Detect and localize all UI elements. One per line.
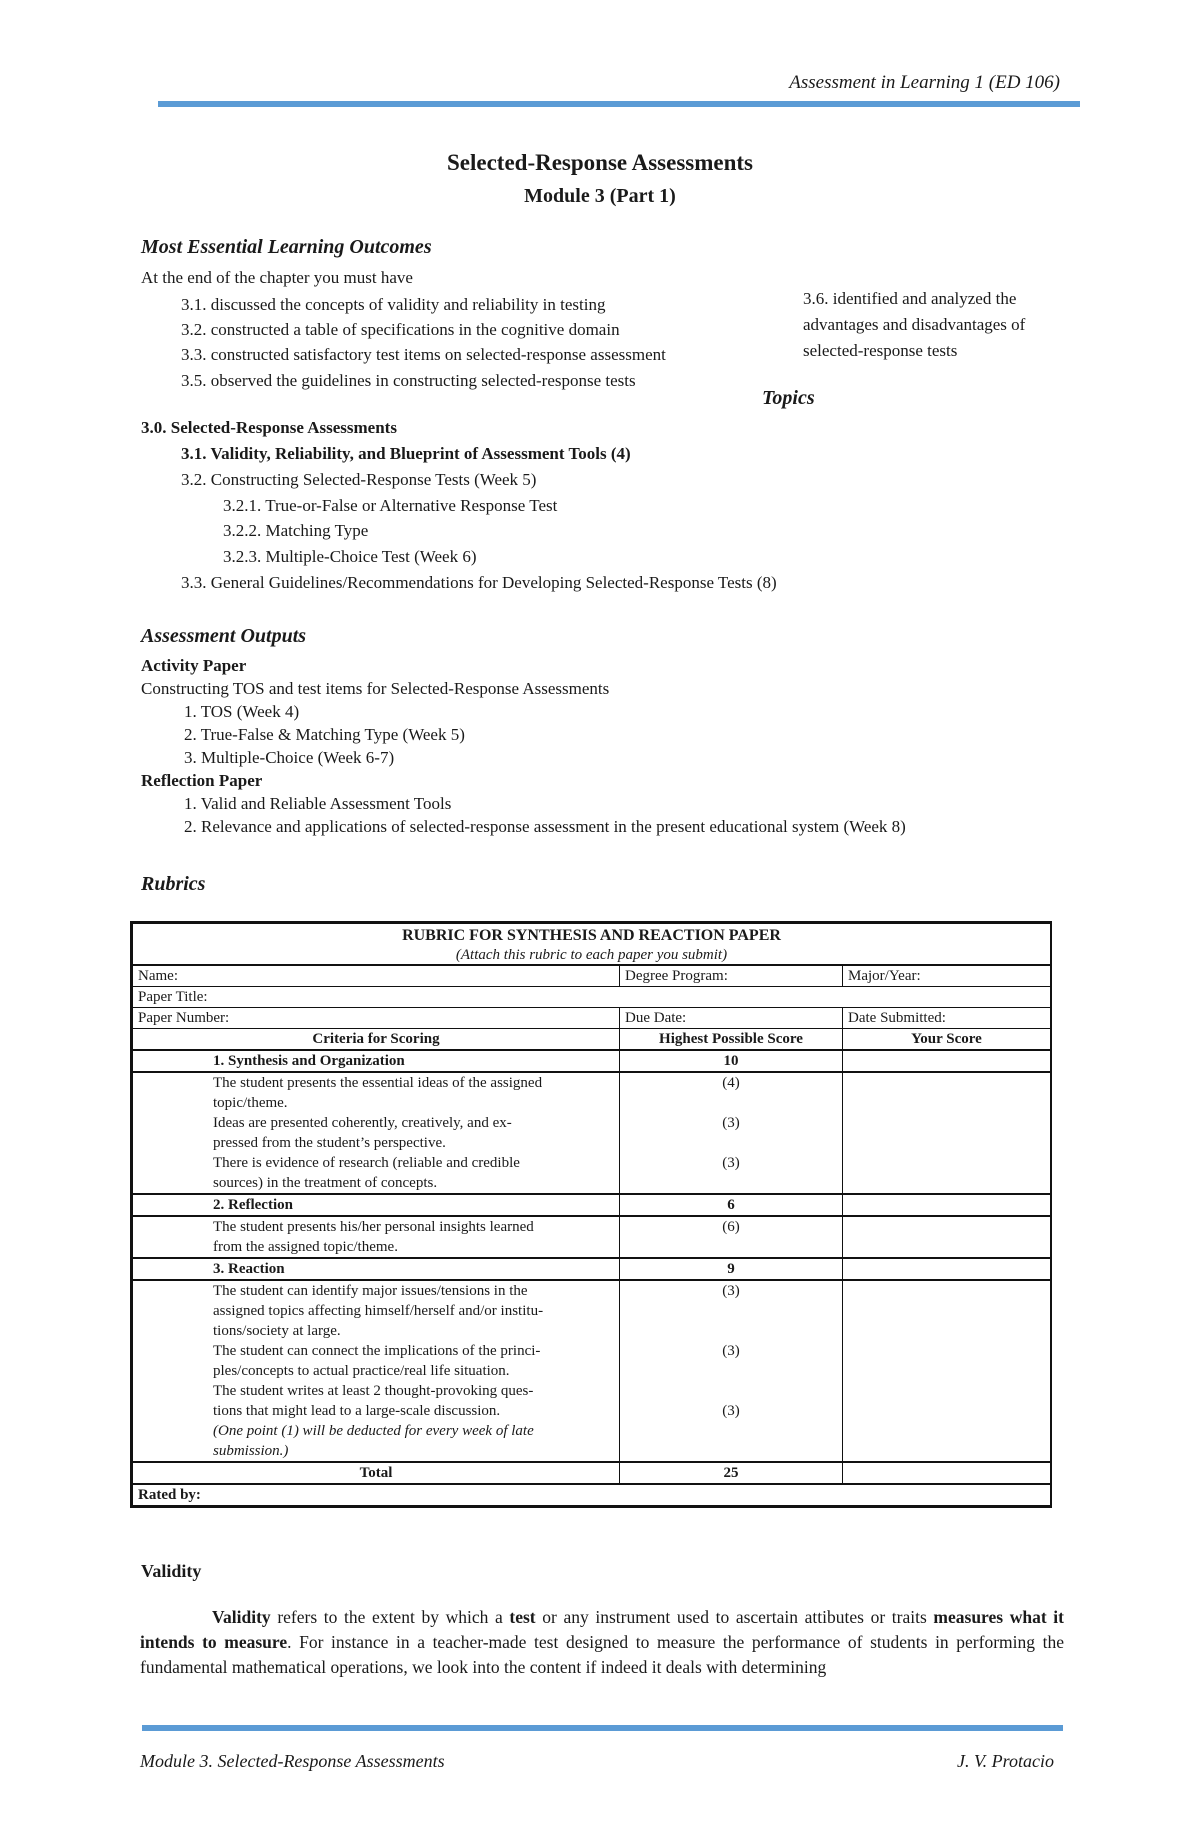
criterion-text: tions/society at large.: [213, 1323, 341, 1339]
criterion-text: The student writes at least 2 thought-provoking ques-: [213, 1383, 534, 1399]
rubric-name-field: Name:: [133, 965, 620, 987]
outcome-item: 3.1. discussed the concepts of validity and reliability in testing: [181, 295, 606, 314]
topics-heading: Topics: [762, 387, 815, 409]
validity-term: Validity: [212, 1607, 271, 1627]
validity-heading: Validity: [141, 1561, 202, 1581]
outcome-item: 3.3. constructed satisfactory test items on selected-response assessment: [181, 345, 666, 364]
criterion-text: pressed from the student’s perspective.: [213, 1135, 446, 1151]
footer-module: Module 3. Selected-Response Assessments: [140, 1751, 445, 1771]
total-your-score: [843, 1462, 1051, 1484]
criterion-score: (3): [722, 1155, 740, 1171]
criterion-score: (3): [722, 1115, 740, 1131]
activity-paper-label: Activity Paper: [141, 656, 247, 675]
criterion-text: The student can identify major issues/tensions in the: [213, 1283, 528, 1299]
criterion-text: tions that might lead to a large-scale discussion.: [213, 1403, 501, 1419]
criterion-text: The student presents the essential ideas of the assigned: [213, 1075, 543, 1091]
total-score: 25: [620, 1462, 843, 1484]
criterion-text: topic/theme.: [213, 1095, 288, 1111]
rubric-date-submitted-field: Date Submitted:: [843, 1008, 1051, 1029]
header-rule: [158, 101, 1080, 107]
section-3-criteria-scores: [620, 1280, 843, 1462]
criterion-score: (4): [722, 1075, 740, 1091]
validity-text: . For instance in a teacher-made test designed to measure the performance of students in performing the fundamental mathematical operations, we look into the content if indeed it deals with determining: [140, 1632, 1065, 1677]
reflection-item: 1. Valid and Reliable Assessment Tools: [184, 794, 452, 813]
criterion-text: sources) in the treatment of concepts.: [213, 1175, 438, 1191]
footer-rule: [142, 1725, 1063, 1731]
section-1-title: 1. Synthesis and Organization: [133, 1050, 620, 1072]
section-2-criteria: [133, 1216, 620, 1258]
activity-item: 2. True-False & Matching Type (Week 5): [184, 725, 465, 744]
section-1-criteria: [133, 1072, 620, 1194]
activity-paper-desc: Constructing TOS and test items for Selected-Response Assessments: [141, 679, 610, 698]
section-3-criteria: [133, 1280, 620, 1462]
section-3-your-score: [843, 1258, 1051, 1280]
total-label: Total: [133, 1462, 620, 1484]
rubric-subtitle: (Attach this rubric to each paper you submit): [455, 947, 728, 963]
rated-by-field: Rated by:: [133, 1484, 1051, 1506]
outcomes-intro: At the end of the chapter you must have: [141, 268, 413, 287]
col-your-score-header: Your Score: [843, 1029, 1051, 1051]
footer-author: J. V. Protacio: [957, 1751, 1054, 1771]
outputs-heading: Assessment Outputs: [141, 625, 307, 647]
rubric-paper-number-field: Paper Number:: [133, 1008, 620, 1029]
validity-paragraph: [140, 1605, 1064, 1680]
criterion-score: (6): [722, 1219, 740, 1235]
validity-text: or any instrument used to ascertain attibutes or traits: [535, 1607, 934, 1627]
criterion-text: ples/concepts to actual practice/real life situation.: [213, 1363, 510, 1379]
section-2-criteria-your-score: [843, 1216, 1051, 1258]
topic-main: 3.0. Selected-Response Assessments: [141, 418, 397, 437]
criterion-text: There is evidence of research (reliable and credible: [213, 1155, 520, 1171]
outcome-item: 3.5. observed the guidelines in constructing selected-response tests: [181, 371, 636, 390]
rubric-due-date-field: Due Date:: [620, 1008, 843, 1029]
topic-3-3: 3.3. General Guidelines/Recommendations for Developing Selected-Response Tests (8): [181, 573, 777, 592]
late-penalty-note: (One point (1) will be deducted for every week of late: [213, 1423, 534, 1439]
reflection-item: 2. Relevance and applications of selected-response assessment in the present educational system (Week 8): [184, 817, 906, 836]
col-criteria-header: Criteria for Scoring: [133, 1029, 620, 1051]
validity-term: measures what it intends to measure: [140, 1607, 1064, 1652]
topic-3-2: 3.2. Constructing Selected-Response Tests (Week 5): [181, 470, 537, 489]
validity-term: test: [509, 1607, 536, 1627]
rubric-paper-title-field: Paper Title:: [133, 987, 1051, 1008]
section-2-score: 6: [620, 1194, 843, 1216]
outcomes-heading: Most Essential Learning Outcomes: [141, 236, 432, 258]
section-1-score: 10: [620, 1050, 843, 1072]
late-penalty-note: submission.): [213, 1443, 289, 1459]
rubric-title: RUBRIC FOR SYNTHESIS AND REACTION PAPER: [402, 927, 781, 944]
criterion-text: Ideas are presented coherently, creatively, and ex-: [213, 1115, 512, 1131]
topic-3-2-1: 3.2.1. True-or-False or Alternative Response Test: [223, 496, 558, 515]
section-1-your-score: [843, 1050, 1051, 1072]
section-2-your-score: [843, 1194, 1051, 1216]
criterion-text: The student can connect the implications of the princi-: [213, 1343, 541, 1359]
section-2-criteria-scores: [620, 1216, 843, 1258]
criterion-text: The student presents his/her personal insights learned: [213, 1219, 534, 1235]
criterion-score: (3): [722, 1403, 740, 1419]
header-course: Assessment in Learning 1 (ED 106): [789, 72, 1060, 93]
section-1-criteria-your-score: [843, 1072, 1051, 1194]
section-3-criteria-your-score: [843, 1280, 1051, 1462]
section-3-score: 9: [620, 1258, 843, 1280]
rubric-major-field: Major/Year:: [843, 965, 1051, 987]
validity-text: refers to the extent by which a: [270, 1607, 510, 1627]
col-highest-header: Highest Possible Score: [620, 1029, 843, 1051]
page-subtitle: Module 3 (Part 1): [524, 185, 676, 207]
outcome-side-item: 3.6. identified and analyzed the advantages and disadvantages of selected-response tests: [803, 289, 1026, 360]
section-3-title: 3. Reaction: [133, 1258, 620, 1280]
activity-item: 1. TOS (Week 4): [184, 702, 300, 721]
criterion-score: (3): [722, 1343, 740, 1359]
section-1-criteria-scores: [620, 1072, 843, 1194]
topic-3-2-2: 3.2.2. Matching Type: [223, 521, 369, 540]
criterion-text: from the assigned topic/theme.: [213, 1239, 398, 1255]
rubric-table: [130, 921, 1052, 1508]
rubric-degree-field: Degree Program:: [620, 965, 843, 987]
outcome-item: 3.2. constructed a table of specifications in the cognitive domain: [181, 320, 620, 339]
activity-item: 3. Multiple-Choice (Week 6-7): [184, 748, 395, 767]
page-title: Selected-Response Assessments: [446, 150, 753, 175]
criterion-score: (3): [722, 1283, 740, 1299]
topic-3-2-3: 3.2.3. Multiple-Choice Test (Week 6): [223, 547, 477, 566]
topic-3-1: 3.1. Validity, Reliability, and Blueprint of Assessment Tools (4): [181, 444, 631, 463]
section-2-title: 2. Reflection: [133, 1194, 620, 1216]
reflection-paper-label: Reflection Paper: [141, 771, 263, 790]
criterion-text: assigned topics affecting himself/herself and/or institu-: [213, 1303, 544, 1319]
rubrics-heading: Rubrics: [141, 873, 206, 895]
